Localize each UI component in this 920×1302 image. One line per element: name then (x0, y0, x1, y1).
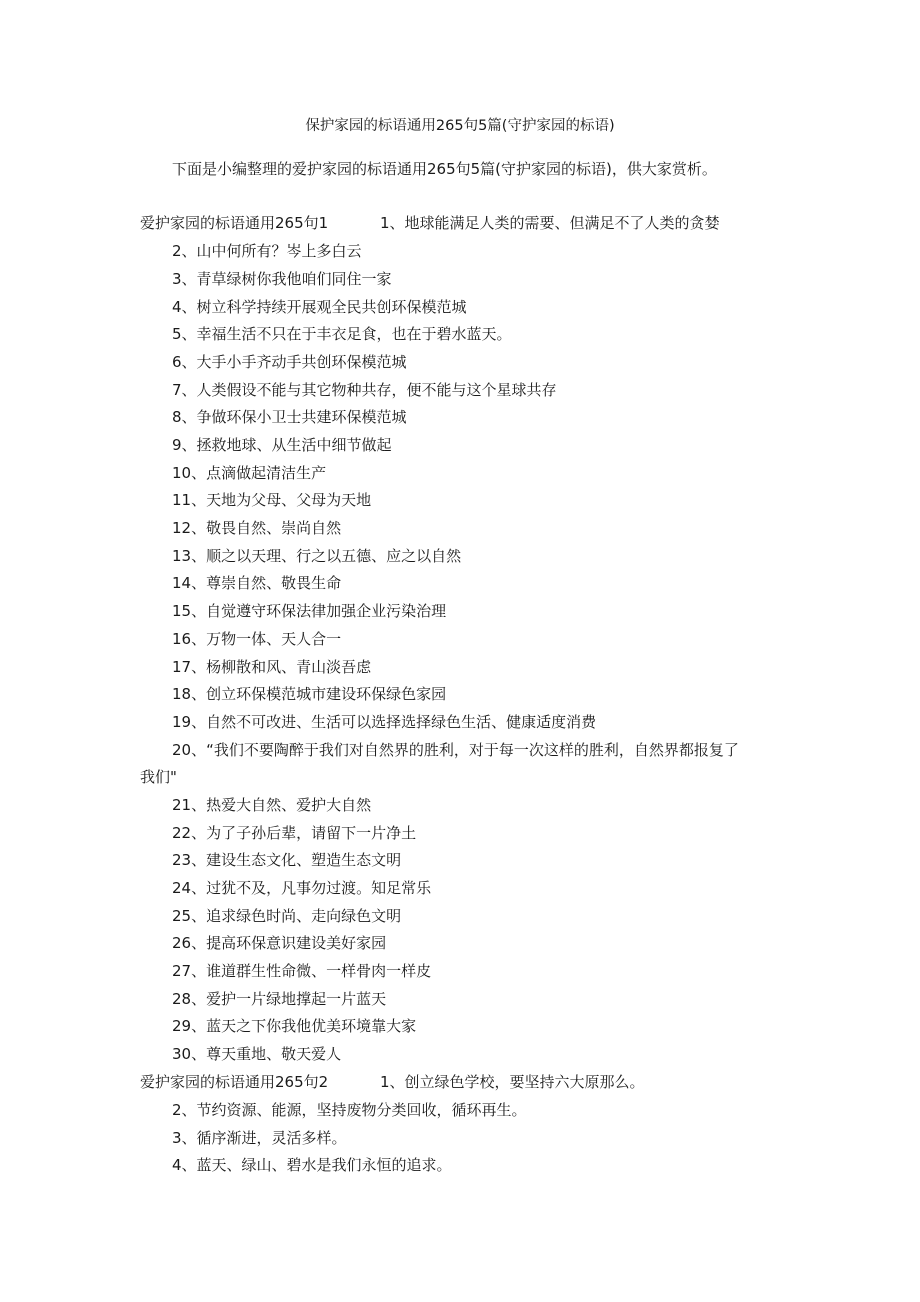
list-item: 2、山中何所有？岑上多白云 (172, 242, 362, 260)
list-item: 4、蓝天、绿山、碧水是我们永恒的追求。 (172, 1156, 452, 1174)
section-1-first-item: 1、地球能满足人类的需要、但满足不了人类的贪婪 (380, 214, 720, 232)
section-2-heading-line (140, 1071, 645, 1093)
list-item-continuation: 我们" (140, 768, 177, 786)
list-item: 27、谁道群生性命微、一样骨肉一样皮 (172, 962, 432, 980)
list-item: 8、争做环保小卫士共建环保模范城 (172, 408, 407, 426)
list-item: 28、爱护一片绿地撑起一片蓝天 (172, 990, 387, 1008)
list-item: 30、尊天重地、敬天爱人 (172, 1045, 342, 1063)
list-item: 2、节约资源、能源，坚持废物分类回收，循环再生。 (172, 1101, 527, 1119)
list-item: 19、自然不可改进、生活可以选择选择绿色生活、健康适度消费 (172, 713, 597, 731)
list-item: 11、天地为父母、父母为天地 (172, 491, 372, 509)
list-item: 3、青草绿树你我他咱们同住一家 (172, 270, 392, 288)
list-item: 15、自觉遵守环保法律加强企业污染治理 (172, 602, 447, 620)
list-item: 9、拯救地球、从生活中细节做起 (172, 436, 392, 454)
list-item: 18、创立环保模范城市建设环保绿色家园 (172, 685, 447, 703)
list-item: 7、人类假设不能与其它物种共存，便不能与这个星球共存 (172, 381, 557, 399)
list-item: 13、顺之以天理、行之以五德、应之以自然 (172, 547, 462, 565)
list-item: 25、追求绿色时尚、走向绿色文明 (172, 907, 402, 925)
list-item: 23、建设生态文化、塑造生态文明 (172, 851, 402, 869)
section-1-heading: 爱护家园的标语通用265句1 (140, 214, 329, 232)
section-2-heading: 爱护家园的标语通用265句2 (140, 1073, 329, 1091)
intro-paragraph: 下面是小编整理的爱护家园的标语通用265句5篇(守护家园的标语)，供大家赏析。 (172, 160, 717, 178)
list-item: 21、热爱大自然、爱护大自然 (172, 796, 372, 814)
list-item: 24、过犹不及，凡事勿过渡。知足常乐 (172, 879, 432, 897)
list-item: 6、大手小手齐动手共创环保模范城 (172, 353, 407, 371)
list-item: 14、尊崇自然、敬畏生命 (172, 574, 342, 592)
list-item: 22、为了子孙后辈，请留下一片净土 (172, 824, 417, 842)
list-item: 5、幸福生活不只在于丰衣足食，也在于碧水蓝天。 (172, 325, 512, 343)
section-1-heading-line (140, 212, 720, 234)
list-item: 16、万物一体、天人合一 (172, 630, 342, 648)
list-item: 12、敬畏自然、崇尚自然 (172, 519, 342, 537)
list-item: 3、循序渐进，灵活多样。 (172, 1129, 347, 1147)
section-2-first-item: 1、创立绿色学校，要坚持六大原那么。 (380, 1073, 645, 1091)
list-item: 29、蓝天之下你我他优美环境靠大家 (172, 1017, 417, 1035)
list-item: 17、杨柳散和风、青山淡吾虑 (172, 658, 372, 676)
list-item: 20、“我们不要陶醉于我们对自然界的胜利，对于每一次这样的胜利，自然界都报复了 (172, 741, 739, 759)
document-title: 保护家园的标语通用265句5篇(守护家园的标语) (305, 118, 615, 134)
list-item: 10、点滴做起清洁生产 (172, 464, 327, 482)
list-item: 26、提高环保意识建设美好家园 (172, 934, 387, 952)
list-item: 4、树立科学持续开展观全民共创环保模范城 (172, 298, 467, 316)
